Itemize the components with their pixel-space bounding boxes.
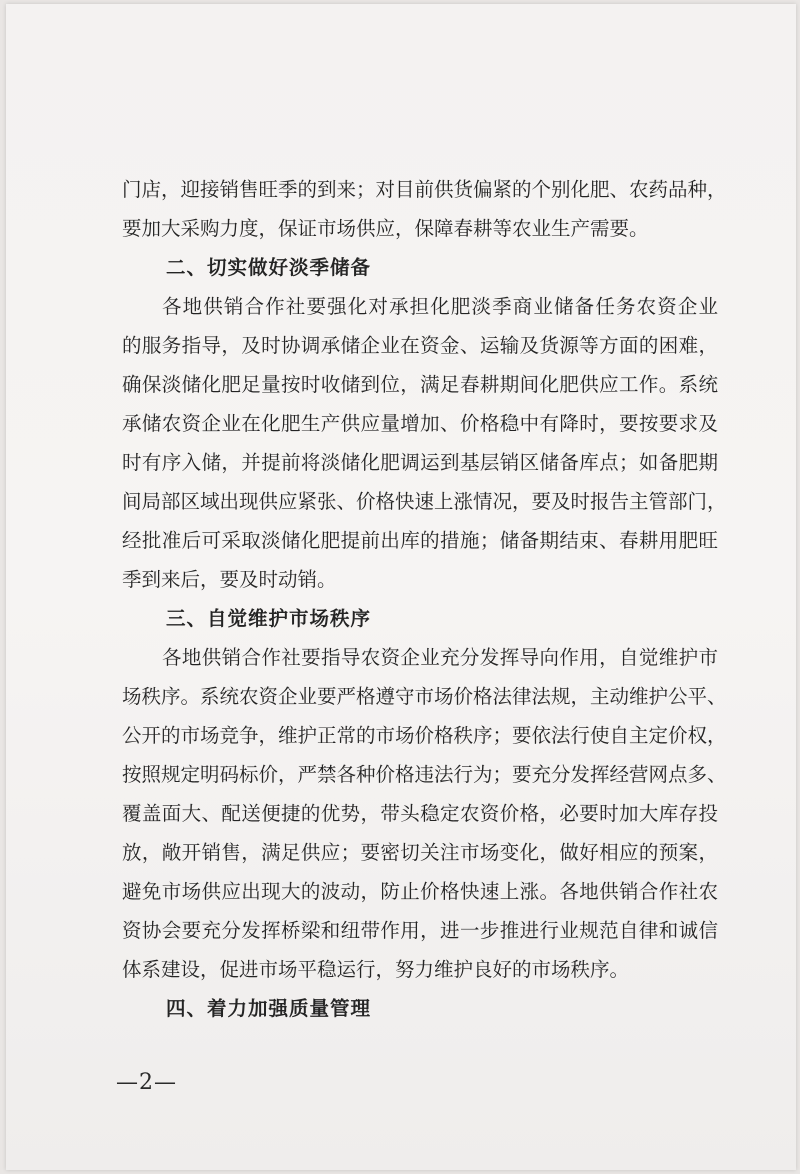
- paragraph-line: 要加大采购力度，保证市场供应，保障春耕等农业生产需要。: [122, 217, 649, 240]
- document-body: [122, 170, 727, 1028]
- paragraph-line: 门店，迎接销售旺季的到来；对目前供货偏紧的个别化肥、农药品种，: [122, 178, 727, 201]
- paragraph-line: 各地供销合作社要强化对承担化肥淡季商业储备任务农资企业: [162, 295, 718, 318]
- paragraph-line: 间局部区域出现供应紧张、价格快速上涨情况，要及时报告主管部门，: [122, 490, 727, 513]
- paragraph-line: 资协会要充分发挥桥梁和纽带作用，进一步推进行业规范自律和诚信: [122, 919, 718, 942]
- paragraph-line: 承储农资企业在化肥生产供应量增加、价格稳中有降时，要按要求及: [122, 412, 718, 435]
- paragraph-line: 场秩序。系统农资企业要严格遵守市场价格法律法规，主动维护公平、: [122, 685, 727, 708]
- paragraph-line: 放，敞开销售，满足供应；要密切关注市场变化，做好相应的预案，: [122, 841, 718, 864]
- paragraph-line: 的服务指导，及时协调承储企业在资金、运输及货源等方面的困难，: [122, 334, 718, 357]
- section-heading-3: 三、自觉维护市场秩序: [166, 607, 372, 630]
- paragraph-line: 按照规定明码标价，严禁各种价格违法行为；要充分发挥经营网点多、: [122, 763, 727, 786]
- page-number: —2—: [116, 1070, 177, 1095]
- paragraph-line: 各地供销合作社要指导农资企业充分发挥导向作用，自觉维护市: [162, 646, 718, 669]
- paragraph-line: 经批准后可采取淡储化肥提前出库的措施；储备期结束、春耕用肥旺: [122, 529, 718, 552]
- paragraph-line: 时有序入储，并提前将淡储化肥调运到基层销区储备库点；如备肥期: [122, 451, 718, 474]
- document-page: [6, 4, 796, 1170]
- paragraph-line: 季到来后，要及时动销。: [122, 568, 337, 591]
- paragraph-line: 避免市场供应出现大的波动，防止价格快速上涨。各地供销合作社农: [122, 880, 718, 903]
- section-heading-2: 二、切实做好淡季储备: [166, 256, 372, 279]
- paragraph-line: 覆盖面大、配送便捷的优势，带头稳定农资价格，必要时加大库存投: [122, 802, 718, 825]
- paragraph-line: 确保淡储化肥足量按时收储到位，满足春耕期间化肥供应工作。系统: [122, 373, 718, 396]
- paragraph-line: 公开的市场竞争，维护正常的市场价格秩序；要依法行使自主定价权，: [122, 724, 727, 747]
- section-heading-4: 四、着力加强质量管理: [166, 997, 372, 1020]
- paragraph-line: 体系建设，促进市场平稳运行，努力维护良好的市场秩序。: [122, 958, 630, 981]
